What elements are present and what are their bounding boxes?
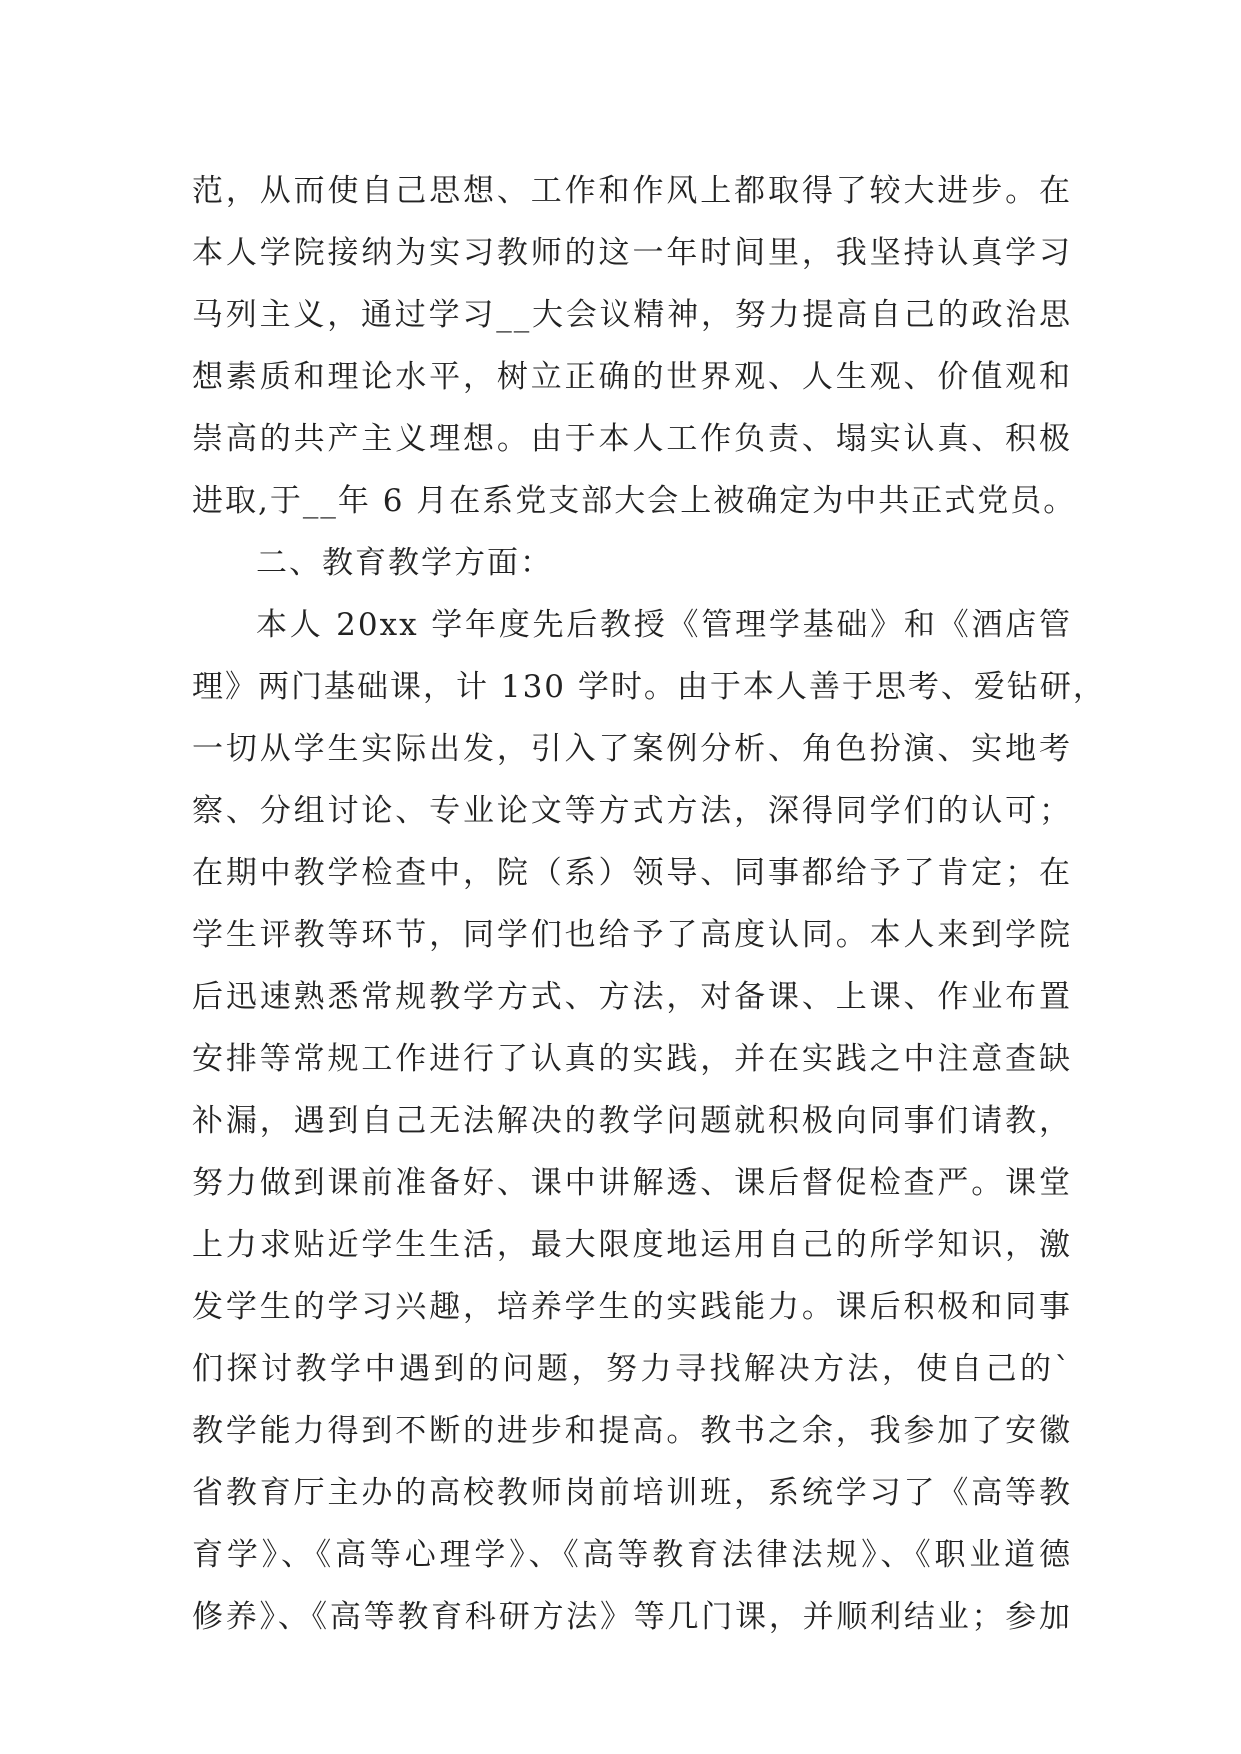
text-line: 察、分组讨论、专业论文等方式方法，深得同学们的认可； xyxy=(192,793,1072,829)
text-line: 范，从而使自己思想、工作和作风上都取得了较大进步。在 xyxy=(192,173,1072,209)
text-line: 教学能力得到不断的进步和提高。教书之余，我参加了安徽 xyxy=(192,1413,1072,1449)
text-line: 们探讨教学中遇到的问题，努力寻找解决方法，使自己的` xyxy=(192,1351,1072,1387)
text-line: 想素质和理论水平，树立正确的世界观、人生观、价值观和 xyxy=(192,359,1072,395)
text-line: 学生评教等环节，同学们也给予了高度认同。本人来到学院 xyxy=(192,917,1072,953)
text-line: 在期中教学检查中，院（系）领导、同事都给予了肯定；在 xyxy=(192,855,1072,891)
text-line: 一切从学生实际出发，引入了案例分析、角色扮演、实地考 xyxy=(192,731,1072,767)
text-line: 补漏，遇到自己无法解决的教学问题就积极向同事们请教， xyxy=(192,1103,1072,1139)
section-heading: 二、教育教学方面： xyxy=(256,545,553,581)
text-line: 崇高的共产主义理想。由于本人工作负责、塌实认真、积极 xyxy=(192,421,1072,457)
text-line: 省教育厅主办的高校教师岗前培训班，系统学习了《高等教 xyxy=(192,1475,1072,1511)
text-line: 修养》、《高等教育科研方法》等几门课，并顺利结业；参加 xyxy=(192,1599,1072,1635)
text-line: 马列主义，通过学习__大会议精神，努力提高自己的政治思 xyxy=(192,297,1072,333)
text-line: 努力做到课前准备好、课中讲解透、课后督促检查严。课堂 xyxy=(192,1165,1072,1201)
text-line: 后迅速熟悉常规教学方式、方法，对备课、上课、作业布置 xyxy=(192,979,1072,1015)
paragraph-first-line: 本人 20xx 学年度先后教授《管理学基础》和《酒店管 xyxy=(256,607,1072,643)
text-line: 本人学院接纳为实习教师的这一年时间里，我坚持认真学习 xyxy=(192,235,1072,271)
body-text xyxy=(192,160,1106,1648)
text-line: 进取,于__年 6 月在系党支部大会上被确定为中共正式党员。 xyxy=(192,483,1077,519)
text-line: 发学生的学习兴趣，培养学生的实践能力。课后积极和同事 xyxy=(192,1289,1072,1325)
text-line: 理》两门基础课，计 130 学时。由于本人善于思考、爱钻研， xyxy=(192,669,1106,705)
text-line: 育学》、《高等心理学》、《高等教育法律法规》、《职业道德 xyxy=(192,1537,1072,1573)
text-line: 安排等常规工作进行了认真的实践，并在实践之中注意查缺 xyxy=(192,1041,1072,1077)
text-line: 上力求贴近学生生活，最大限度地运用自己的所学知识，激 xyxy=(192,1227,1072,1263)
